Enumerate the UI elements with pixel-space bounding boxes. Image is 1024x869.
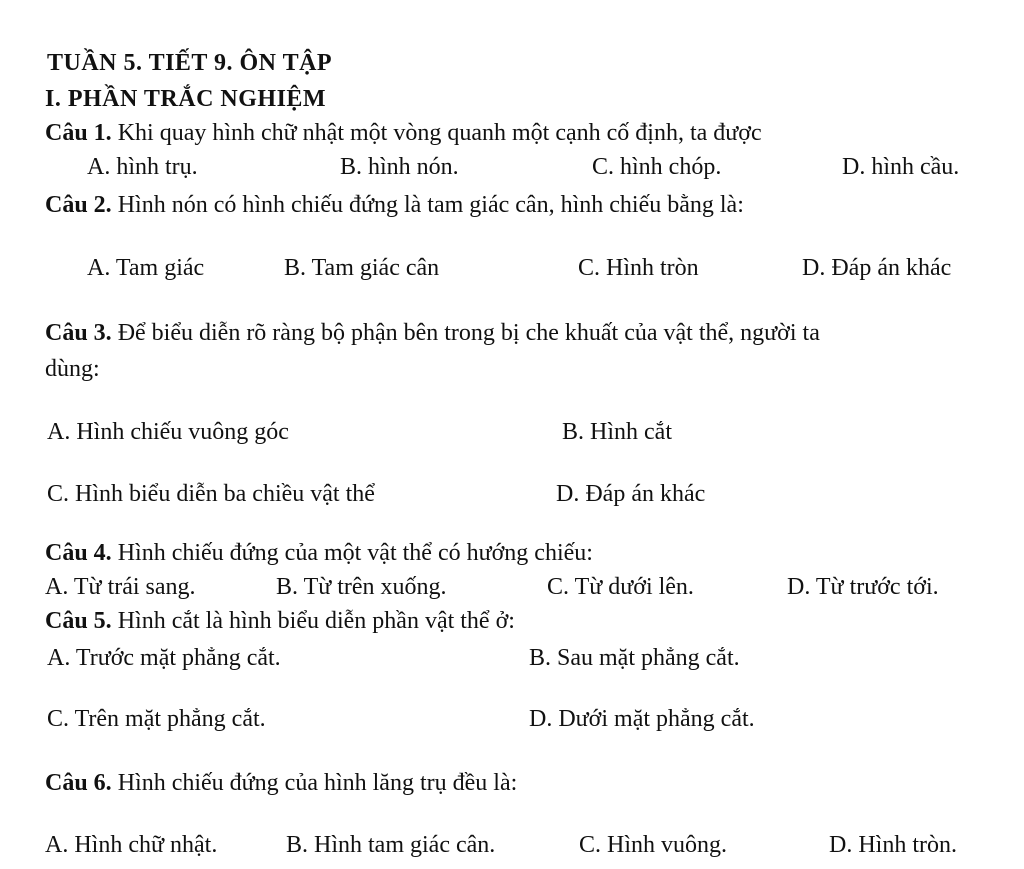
section-heading: I. PHẦN TRẮC NGHIỆM — [45, 86, 327, 112]
question-5-option-a: A. Trước mặt phẳng cắt. — [47, 645, 281, 671]
question-2-option-a: A. Tam giác — [87, 255, 205, 281]
question-3-option-a: A. Hình chiếu vuông góc — [47, 419, 289, 445]
question-2-option-c: C. Hình tròn — [578, 255, 699, 281]
question-5 — [45, 606, 515, 636]
question-6 — [45, 768, 517, 798]
question-3-option-b: B. Hình cắt — [562, 419, 672, 445]
question-1-option-b: B. hình nón. — [340, 154, 459, 180]
question-6-option-d: D. Hình tròn. — [829, 832, 957, 858]
question-6-option-a: A. Hình chữ nhật. — [45, 832, 218, 858]
question-4-text: Hình chiếu đứng của một vật thể có hướng chiếu: — [117, 540, 593, 566]
question-4-label: Câu 4. — [45, 540, 112, 566]
question-6-text: Hình chiếu đứng của hình lăng trụ đều là: — [117, 770, 518, 796]
question-5-option-c: C. Trên mặt phẳng cắt. — [47, 706, 266, 732]
question-4-option-d: D. Từ trước tới. — [787, 574, 939, 600]
question-1-option-c: C. hình chóp. — [592, 154, 722, 180]
question-1-text: Khi quay hình chữ nhật một vòng quanh một cạnh cố định, ta được — [117, 120, 762, 146]
question-1-option-a: A. hình trụ. — [87, 154, 198, 180]
question-3-text: Để biểu diễn rõ ràng bộ phận bên trong bị che khuất của vật thể, người ta — [117, 320, 820, 346]
question-3 — [45, 318, 820, 348]
question-3-text-continued: dùng: — [45, 356, 100, 382]
question-1-option-d: D. hình cầu. — [842, 154, 960, 180]
question-3-option-d: D. Đáp án khác — [556, 481, 706, 507]
question-5-option-d: D. Dưới mặt phẳng cắt. — [529, 706, 755, 732]
question-4 — [45, 538, 593, 568]
question-5-text: Hình cắt là hình biểu diễn phần vật thể ở: — [117, 608, 515, 634]
question-3-option-c: C. Hình biểu diễn ba chiều vật thể — [47, 481, 375, 507]
question-3-label: Câu 3. — [45, 320, 112, 346]
question-2-label: Câu 2. — [45, 192, 112, 218]
question-4-option-c: C. Từ dưới lên. — [547, 574, 694, 600]
question-5-label: Câu 5. — [45, 608, 112, 634]
question-2-option-d: D. Đáp án khác — [802, 255, 952, 281]
question-2-text: Hình nón có hình chiếu đứng là tam giác cân, hình chiếu bằng là: — [117, 192, 744, 218]
question-6-label: Câu 6. — [45, 770, 112, 796]
question-4-option-b: B. Từ trên xuống. — [276, 574, 447, 600]
question-2 — [45, 190, 744, 220]
question-4-option-a: A. Từ trái sang. — [45, 574, 196, 600]
question-2-option-b: B. Tam giác cân — [284, 255, 440, 281]
question-6-option-b: B. Hình tam giác cân. — [286, 832, 496, 858]
question-1-label: Câu 1. — [45, 120, 112, 146]
question-1 — [45, 118, 762, 148]
worksheet-title: TUẦN 5. TIẾT 9. ÔN TẬP — [47, 50, 333, 76]
question-5-option-b: B. Sau mặt phẳng cắt. — [529, 645, 740, 671]
question-6-option-c: C. Hình vuông. — [579, 832, 728, 858]
